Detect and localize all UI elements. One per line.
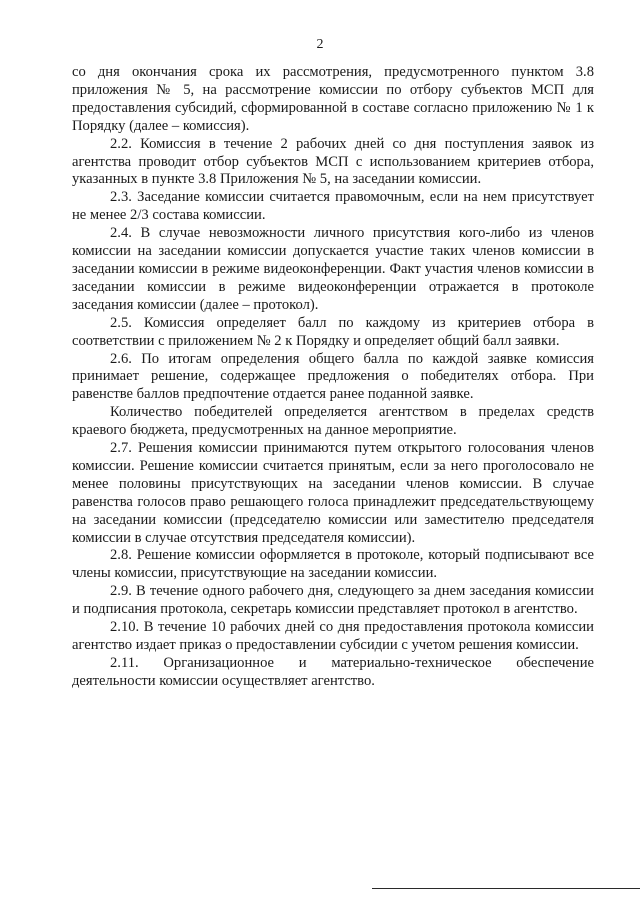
paragraph-2-3: 2.3. Заседание комиссии считается правомочным, если на нем присутствует не менее 2/3 состава комиссии. bbox=[72, 189, 594, 224]
paragraph-2-11: 2.11. Организационное и материально-техническое обеспечение деятельности комиссии осуществляет агентство. bbox=[72, 654, 594, 689]
paragraph-2-6-winners: Количество победителей определяется агентством в пределах средств краевого бюджета, предусмотренных на данное мероприятие. bbox=[72, 404, 594, 439]
paragraph-2-6: 2.6. По итогам определения общего балла по каждой заявке комиссия принимает решение, содержащее предложения о победителях отбора. При равенстве баллов предпочтение отдается ранее поданной заявке. bbox=[72, 350, 594, 403]
document-body bbox=[72, 64, 594, 691]
paragraph-2-5: 2.5. Комиссия определяет балл по каждому из критериев отбора в соответствии с приложением № 2 к Порядку и определяет общий балл заявки. bbox=[72, 314, 594, 349]
paragraph-2-7: 2.7. Решения комиссии принимаются путем открытого голосования членов комиссии. Решение комиссии считается принятым, если за него проголосовало не менее половины присутствующих на заседании членов комиссии. В случае равенства голосов право решающего голоса принадлежит председательствующему на заседании комиссии (председателю комиссии или заместителю председателя комиссии в случае отсутствия председателя комиссии). bbox=[72, 440, 594, 546]
paragraph-2-2: 2.2. Комиссия в течение 2 рабочих дней со дня поступления заявок из агентства проводит отбор субъектов МСП с использованием критериев отбора, указанных в пункте 3.8 Приложения № 5, на заседании комиссии. bbox=[72, 135, 594, 188]
paragraph-2-10: 2.10. В течение 10 рабочих дней со дня предоставления протокола комиссии агентство издает приказ о предоставлении субсидии с учетом решения комиссии. bbox=[72, 619, 594, 653]
paragraph-2-8: 2.8. Решение комиссии оформляется в протоколе, который подписывают все члены комиссии, присутствующие на заседании комиссии. bbox=[72, 547, 594, 582]
paragraph-continuation: со дня окончания срока их рассмотрения, предусмотренного пунктом 3.8 приложения № 5, на рассмотрение комиссии по отбору субъектов МСП для предоставления субсидий, сформированной в составе согласно приложению № 1 к Порядку (далее – комиссия). bbox=[72, 64, 594, 134]
footer-rule bbox=[372, 888, 640, 889]
paragraph-2-9: 2.9. В течение одного рабочего дня, следующего за днем заседания комиссии и подписания протокола, секретарь комиссии представляет протокол в агентство. bbox=[72, 583, 594, 618]
page-number: 2 bbox=[316, 37, 324, 52]
paragraph-2-4: 2.4. В случае невозможности личного присутствия кого-либо из членов комиссии на заседании комиссии допускается участие таких членов комиссии в заседании комиссии в режиме видеоконференции. Факт участия членов комиссии в заседании комиссии в режиме видеоконференции отражается в протоколе заседания комиссии (далее – протокол). bbox=[72, 225, 594, 313]
